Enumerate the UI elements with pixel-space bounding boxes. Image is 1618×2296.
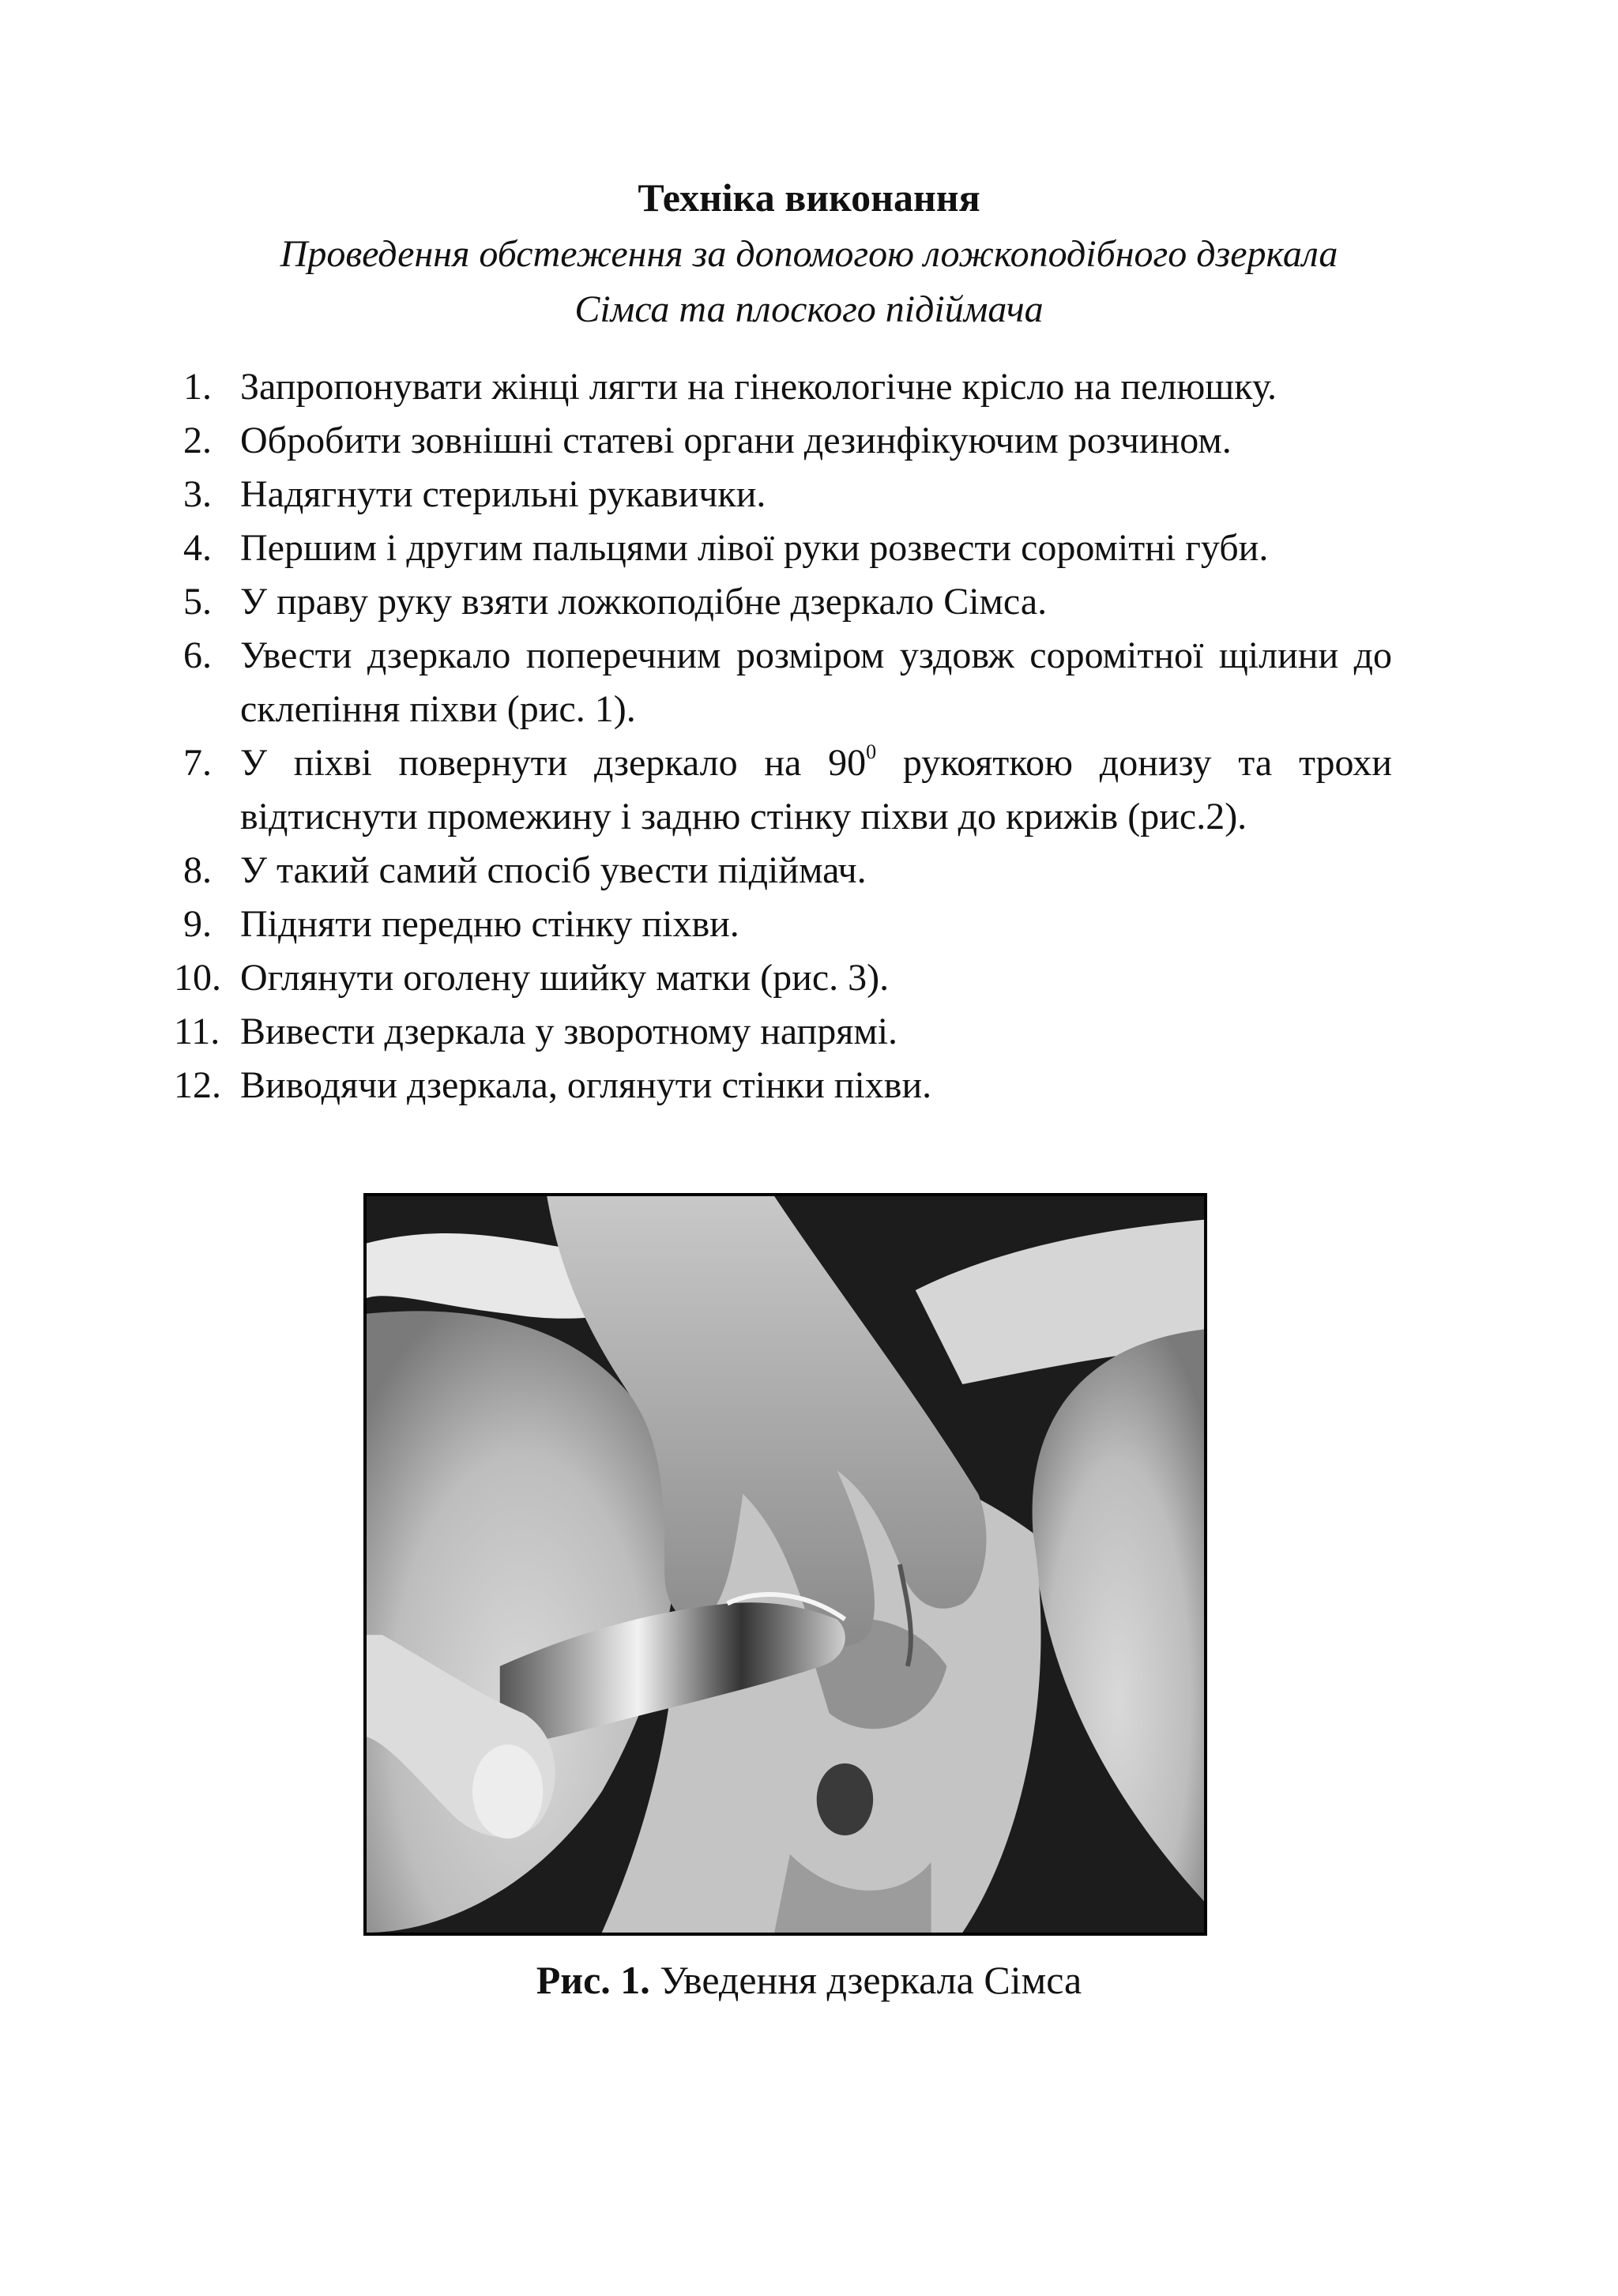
step-text: Першим і другим пальцями лівої руки розвести соромітні губи. [240, 527, 1269, 569]
step-text-before: У піхві повернути дзеркало на 90 [240, 742, 867, 784]
step-text [240, 736, 1392, 844]
figure-caption-text: Уведення дзеркала Сімса [649, 1958, 1082, 2002]
step-number: 8. [183, 849, 212, 891]
step-text: Вивести дзеркала у зворотному напрямі. [240, 1011, 898, 1052]
step-number: 1. [183, 366, 212, 408]
list-item [183, 521, 1392, 575]
list-item [174, 1059, 1392, 1112]
step-number: 6. [183, 634, 212, 676]
step-text: Виводячи дзеркала, оглянути стінки піхви. [240, 1064, 932, 1106]
step-text: Підняти передню стінку піхви. [240, 903, 739, 945]
list-item [183, 575, 1392, 629]
list-item [183, 468, 1392, 521]
list-item [183, 898, 1392, 951]
section-subtitle-line-1: Проведення обстеження за допомогою ложкоподібного дзеркала [280, 233, 1338, 275]
step-text: У такий самий спосіб увести підіймач. [240, 849, 867, 891]
procedure-steps-list [174, 360, 1392, 1112]
figure-caption-label: Рис. 1. [536, 1958, 650, 2002]
list-item [183, 629, 1392, 736]
list-item [183, 414, 1392, 468]
step-number: 4. [183, 527, 212, 569]
step-number: 5. [183, 581, 212, 623]
list-item [183, 844, 1392, 898]
step-text: Надягнути стерильні рукавички. [240, 473, 766, 515]
step-text: Запропонувати жінці лягти на гінекологічне крісло на пелюшку. [240, 366, 1277, 408]
speculum-insertion-photo [367, 1196, 1204, 1933]
step-number: 7. [183, 742, 212, 784]
step-text: Обробити зовнішні статеві органи дезинфікуючим розчином. [240, 420, 1232, 461]
step-text: Увести дзеркало поперечним розміром уздовж соромітної щілини до склепіння піхви (рис. 1). [240, 634, 1392, 730]
step-number: 9. [183, 903, 212, 945]
step-number: 12. [174, 1064, 221, 1106]
step-number: 11. [174, 1011, 220, 1052]
step-text-after: рукояткою донизу та трохи відтиснути промежину і задню стінку піхви до крижів (рис.2). [240, 742, 1392, 837]
list-item [174, 1005, 1392, 1059]
list-item [183, 736, 1392, 844]
section-subtitle-line-2: Сімса та плоского підіймача [574, 288, 1044, 330]
step-number: 3. [183, 473, 212, 515]
step-text: У праву руку взяти ложкоподібне дзеркало Сімса. [240, 581, 1048, 623]
list-item [183, 360, 1392, 414]
degree-superscript: 0 [866, 740, 877, 763]
step-number: 10. [174, 957, 221, 999]
step-number: 2. [183, 420, 212, 461]
list-item [174, 951, 1392, 1005]
figure-photo [363, 1193, 1207, 1936]
step-text: Оглянути оголену шийку матки (рис. 3). [240, 957, 890, 999]
section-title: Техніка виконання [638, 175, 980, 220]
figure-caption [0, 1955, 1618, 2005]
